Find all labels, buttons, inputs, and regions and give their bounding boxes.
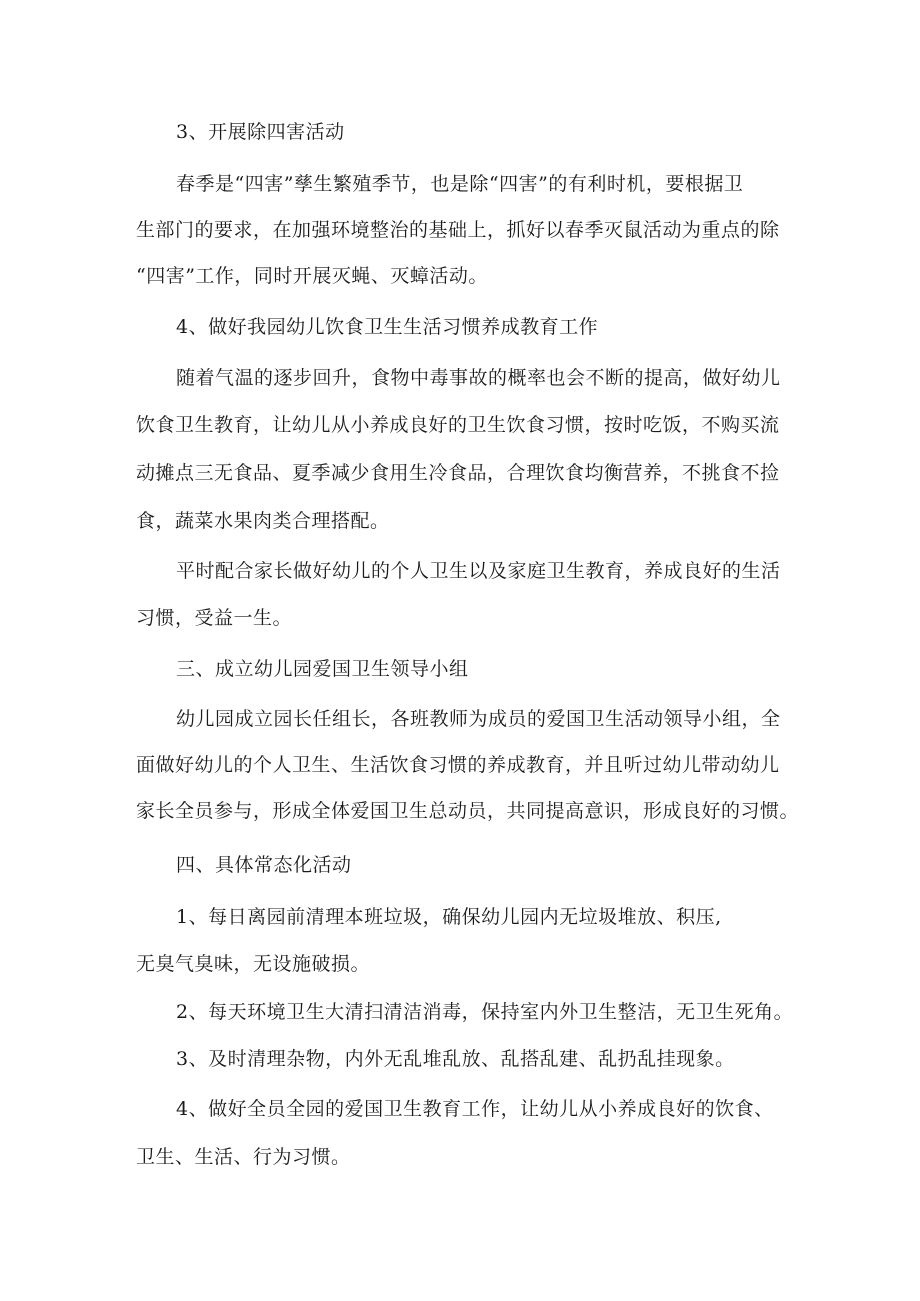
item4-line-2: 卫生、生活、行为习惯。 xyxy=(136,1146,351,1168)
section4-line-4: 食，蔬菜水果肉类合理搭配。 xyxy=(136,510,390,532)
item1-line-1: 1、每日离园前清理本班垃圾，确保幼儿园内无垃圾堆放、积压, xyxy=(176,906,722,928)
section4-line-1: 随着气温的逐步回升，食物中毒事故的概率也会不断的提高，做好幼儿 xyxy=(176,367,781,389)
part3-line-1: 幼儿园成立园长任组长，各班教师为成员的爱国卫生活动领导小组，全 xyxy=(176,708,781,730)
section4-para2-line-2: 习惯，受益一生。 xyxy=(136,607,293,629)
item2: 2、每天环境卫生大清扫清洁消毒，保持室内外卫生整洁，无卫生死角。 xyxy=(176,1001,794,1023)
part4-heading: 四、具体常态化活动 xyxy=(176,854,352,876)
part3-heading: 三、成立幼儿园爱国卫生领导小组 xyxy=(176,658,469,680)
section4-heading: 4、做好我园幼儿饮食卫生生活习惯养成教育工作 xyxy=(176,316,599,338)
part3-line-3: 家长全员参与，形成全体爱国卫生总动员，共同提高意识，形成良好的习惯。 xyxy=(136,800,800,822)
section3-heading: 3、开展除四害活动 xyxy=(176,121,345,143)
part3-line-2: 面做好幼儿的个人卫生、生活饮食习惯的养成教育，并且听过幼儿带动幼儿 xyxy=(136,754,780,776)
section4-line-3: 动摊点三无食品、夏季减少食用生冷食品，合理饮食均衡营养，不挑食不捡 xyxy=(136,462,780,484)
section3-line-2: 生部门的要求，在加强环境整治的基础上，抓好以春季灭鼠活动为重点的除 xyxy=(136,219,780,241)
section3-line-1: 春季是“四害”孳生繁殖季节，也是除“四害”的有利时机，要根据卫 xyxy=(176,173,744,195)
item3: 3、及时清理杂物，内外无乱堆乱放、乱搭乱建、乱扔乱挂现象。 xyxy=(176,1048,735,1070)
item1-line-2: 无臭气臭味，无设施破损。 xyxy=(136,953,371,975)
section3-line-3: “四害”工作，同时开展灭蝇、灭蟑活动。 xyxy=(136,265,488,287)
section4-line-2: 饮食卫生教育，让幼儿从小养成良好的卫生饮食习惯，按时吃饭，不购买流 xyxy=(136,414,780,436)
section4-para2-line-1: 平时配合家长做好幼儿的个人卫生以及家庭卫生教育，养成良好的生活 xyxy=(176,560,781,582)
item4-line-1: 4、做好全员全园的爱国卫生教育工作，让幼儿从小养成良好的饮食、 xyxy=(176,1098,774,1120)
